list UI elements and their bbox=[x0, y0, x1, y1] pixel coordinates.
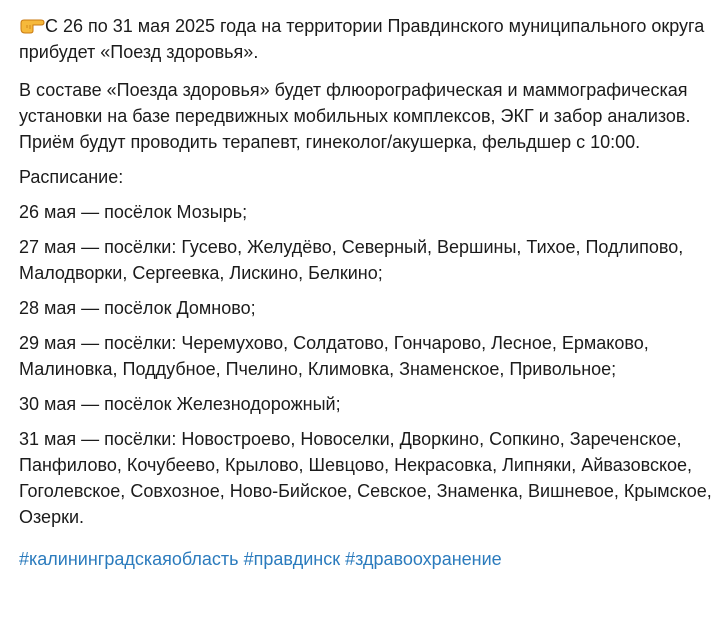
description-paragraph: В составе «Поезда здоровья» будет флюорографическая и маммографическая установки на базе передвижных мобильных комплексов, ЭКГ и забор анализов. Приём будут проводить терапевт, гинеколог/акушерка, фельдшер с 10:00. bbox=[19, 80, 691, 152]
schedule-item: 29 мая — посёлки: Черемухово, Солдатово, Гончарово, Лесное, Ермаково, Малиновка, Поддубное, Пчелино, Климовка, Знаменское, Привольное; bbox=[19, 333, 649, 379]
intro-paragraph bbox=[19, 13, 716, 65]
hashtag-link[interactable]: #правдинск bbox=[243, 549, 341, 569]
hashtag-list bbox=[19, 546, 716, 572]
schedule-item: 27 мая — посёлки: Гусево, Желудёво, Северный, Вершины, Тихое, Подлипово, Малодворки, Сергеевка, Лискино, Белкино; bbox=[19, 237, 684, 283]
hashtag-link[interactable]: #калининградскаяобласть bbox=[19, 549, 239, 569]
schedule-item: 31 мая — посёлки: Новостроево, Новоселки, Дворкино, Сопкино, Зареченское, Панфилово, Кочубеево, Крылово, Шевцово, Некрасовка, Липняки, Айвазовское, Гоголевское, Совхозное, Ново-Бийское, Севское, Знаменка, Вишневое, Крымское, Озерки. bbox=[19, 429, 712, 527]
pointing-hand-icon bbox=[19, 15, 45, 33]
intro-text: С 26 по 31 мая 2025 года на территории Правдинского муниципального округа прибудет «Поезд здоровья». bbox=[19, 16, 705, 62]
schedule-item: 26 мая — посёлок Мозырь; bbox=[19, 202, 248, 222]
schedule-item: 30 мая — посёлок Железнодорожный; bbox=[19, 394, 341, 414]
hashtag-link[interactable]: #здравоохранение bbox=[345, 549, 502, 569]
schedule-title: Расписание: bbox=[19, 167, 124, 187]
schedule-item: 28 мая — посёлок Домново; bbox=[19, 298, 256, 318]
